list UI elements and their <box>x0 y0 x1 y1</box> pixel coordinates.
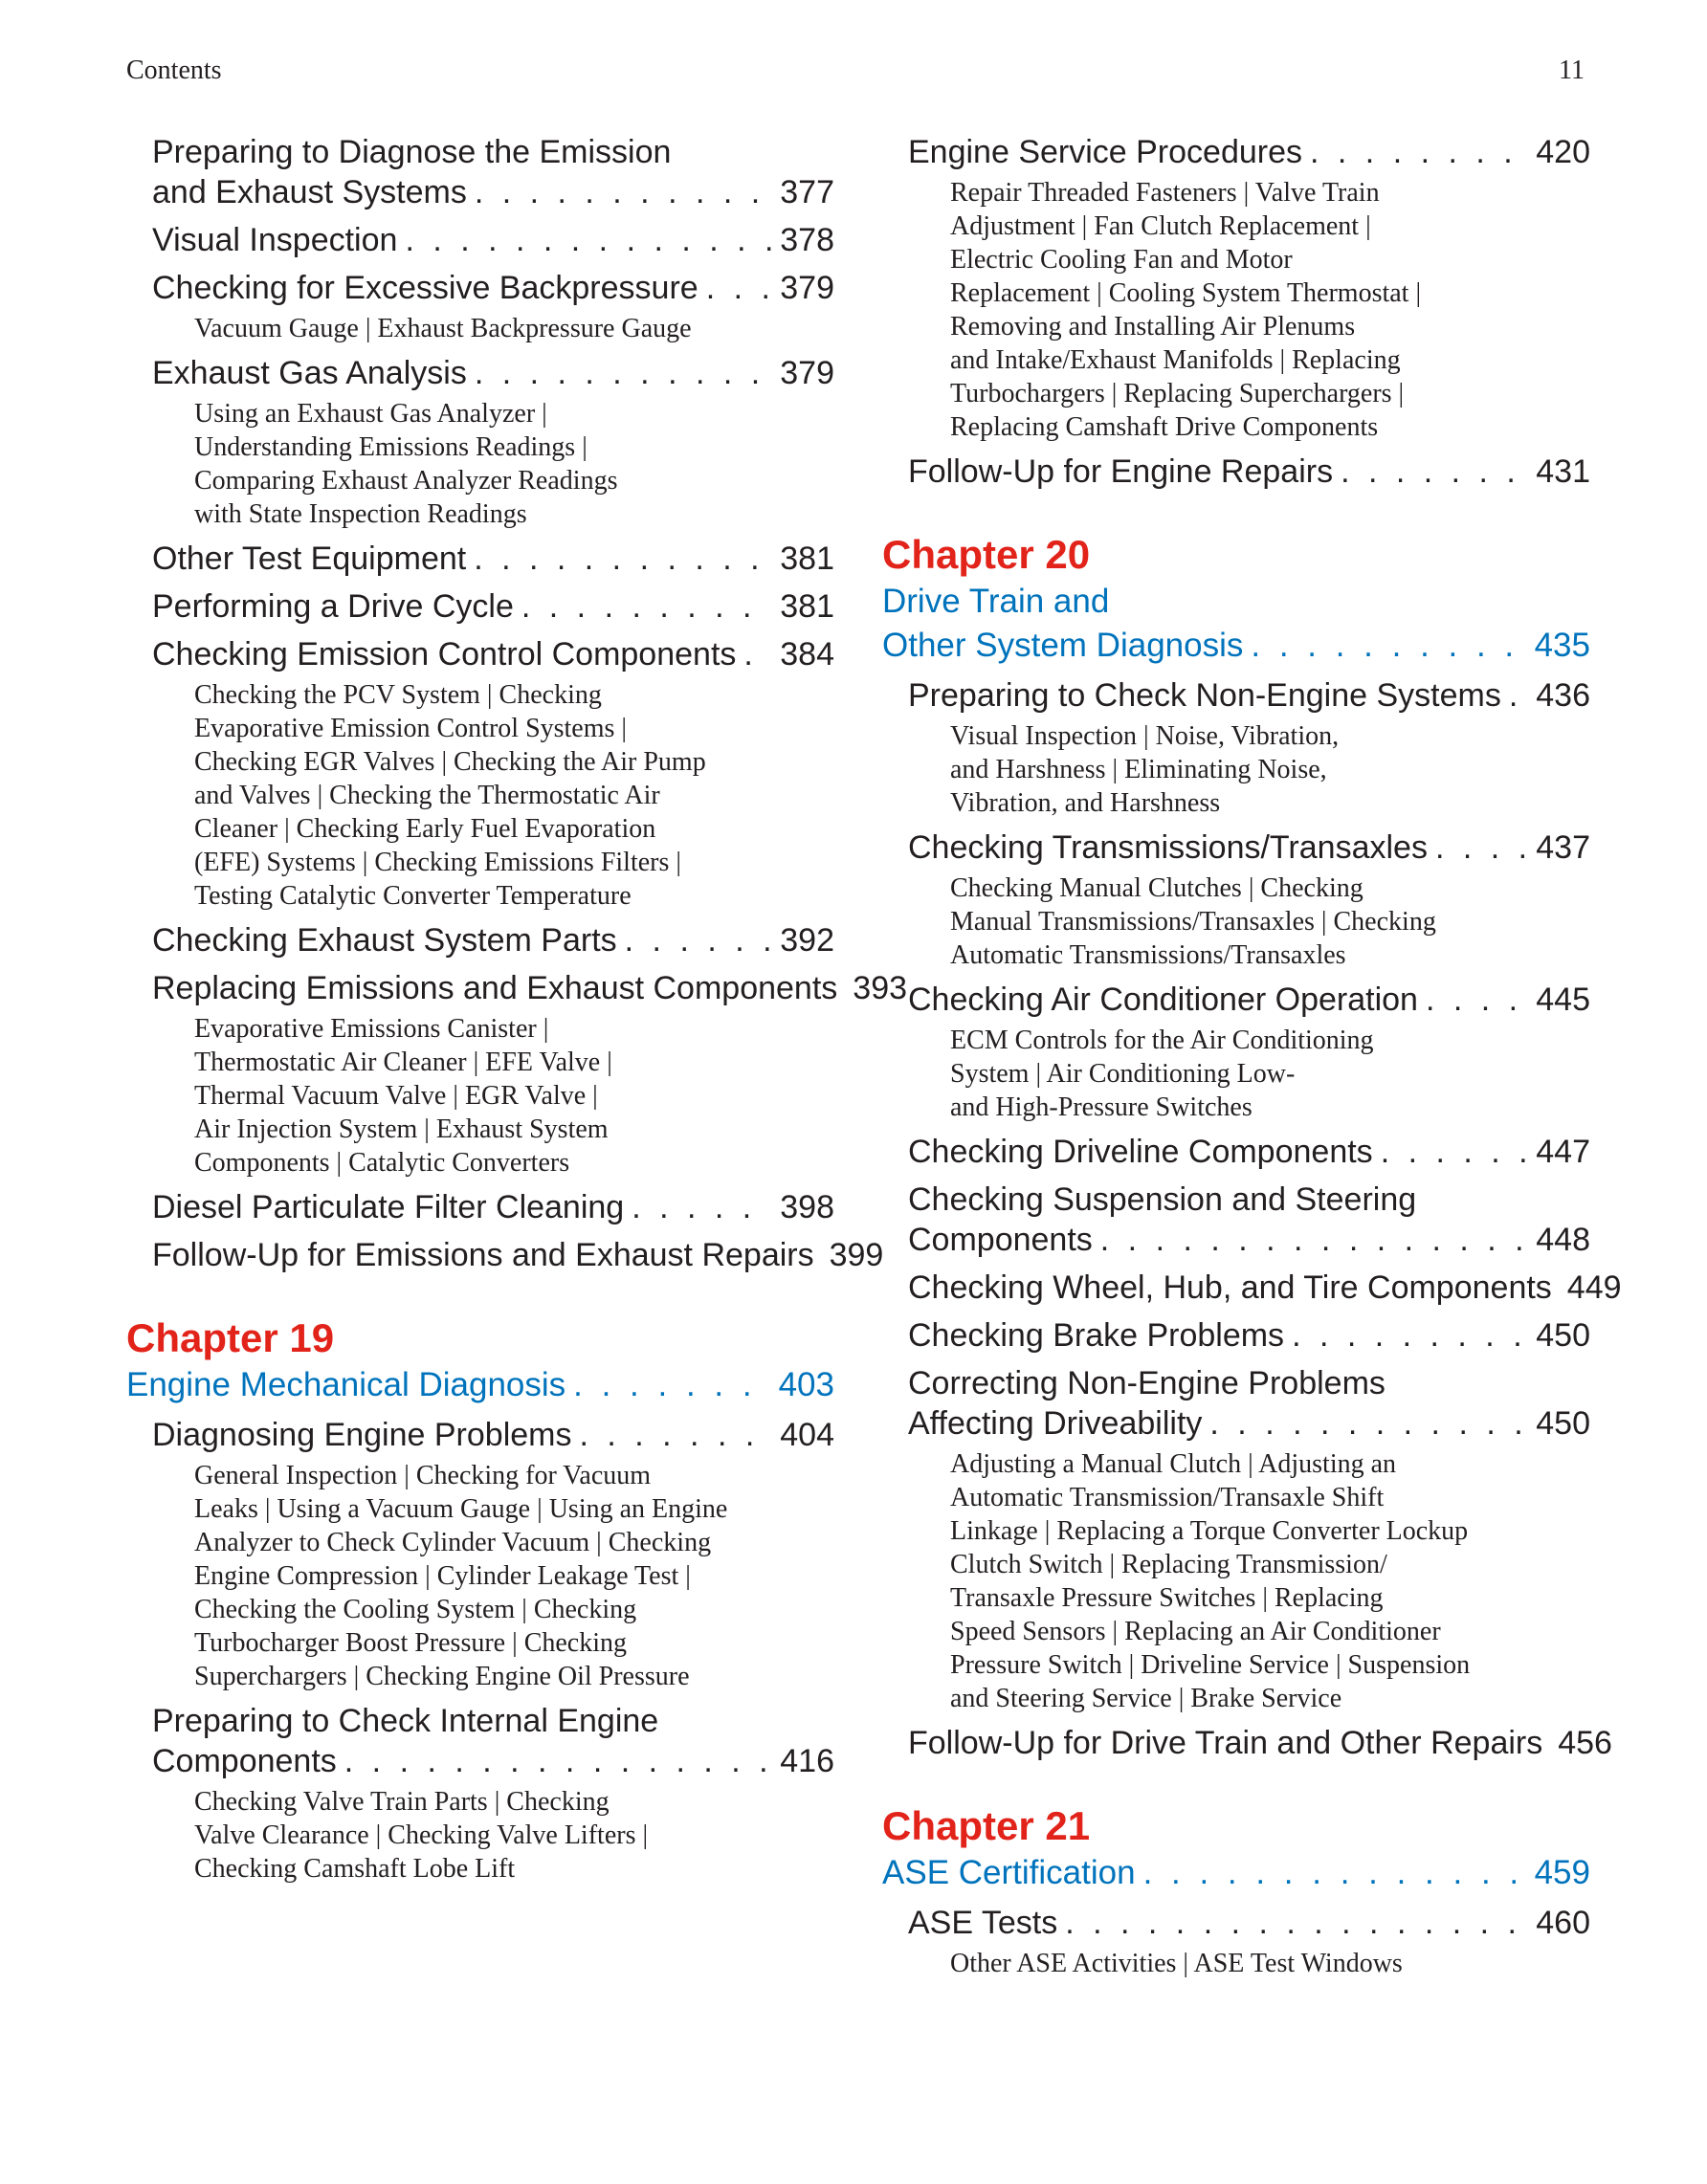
toc-subtopic-line: Comparing Exhaust Analyzer Readings <box>194 466 618 496</box>
toc-page-number: 378 <box>780 222 834 258</box>
toc-entry-title: Follow-Up for Emissions and Exhaust Repairs <box>152 1237 814 1273</box>
toc-entry[interactable] <box>908 675 1590 716</box>
toc-subtopics <box>950 719 1590 820</box>
toc-entry-leader-line <box>908 980 1590 1020</box>
dot-leader <box>475 172 772 212</box>
toc-page-number: 449 <box>1566 1269 1622 1306</box>
toc-subtopic-line: and Steering Service | Brake Service <box>950 1684 1342 1713</box>
chapter-title-text: Other System Diagnosis <box>882 627 1244 664</box>
dot-leader <box>706 268 773 308</box>
toc-entry[interactable] <box>152 968 908 1008</box>
toc-subtopic-line: General Inspection | Checking for Vacuum <box>194 1461 652 1490</box>
toc-subtopic-line: Checking Valve Train Parts | Checking <box>194 1787 610 1817</box>
toc-entry-leader-line <box>152 353 834 393</box>
dot-leader <box>475 353 772 393</box>
toc-page-number: 392 <box>780 922 834 959</box>
toc-entry-title: Checking Air Conditioner Operation <box>908 982 1418 1018</box>
chapter-page-number: 459 <box>1534 1854 1590 1891</box>
dot-leader <box>1143 1851 1527 1895</box>
toc-entry[interactable] <box>152 132 834 212</box>
toc-subtopics <box>194 1012 834 1180</box>
toc-entry-title: Visual Inspection <box>152 222 398 258</box>
toc-entry-title: Checking Driveline Components <box>908 1134 1373 1170</box>
chapter-title-text: ASE Certification <box>882 1854 1136 1891</box>
toc-entry[interactable] <box>152 539 834 579</box>
chapter-page-number: 435 <box>1534 627 1590 664</box>
toc-left-column <box>126 132 908 1889</box>
toc-page-number: 436 <box>1536 677 1590 714</box>
toc-page-number: 379 <box>780 270 834 306</box>
toc-entry-leader-line <box>908 1403 1590 1444</box>
toc-subtopic-line: Checking EGR Valves | Checking the Air Pump <box>194 747 706 777</box>
chapter-number: Chapter 19 <box>126 1315 335 1360</box>
toc-entry[interactable] <box>908 980 1590 1020</box>
toc-entry-leader-line <box>152 539 834 579</box>
toc-entry-title: Checking Wheel, Hub, and Tire Components <box>908 1269 1552 1306</box>
toc-entry-leader-line <box>152 968 908 1008</box>
toc-entry[interactable] <box>908 1132 1590 1172</box>
toc-entry[interactable] <box>908 827 1590 868</box>
toc-entry[interactable] <box>908 1723 1612 1763</box>
toc-entry-leader-line <box>908 1132 1590 1172</box>
toc-subtopic-line: Automatic Transmissions/Transaxles <box>950 940 1346 970</box>
toc-page-number: 393 <box>853 970 908 1006</box>
toc-entry-title: ASE Tests <box>908 1905 1058 1941</box>
toc-subtopic-line: Checking the PCV System | Checking <box>194 680 602 710</box>
chapter-title[interactable] <box>126 1363 834 1407</box>
toc-page-number: 447 <box>1536 1134 1590 1170</box>
toc-entry[interactable] <box>908 132 1590 172</box>
dot-leader <box>521 586 772 627</box>
toc-subtopic-line: Transaxle Pressure Switches | Replacing <box>950 1583 1384 1613</box>
toc-entry-leader-line <box>908 132 1590 172</box>
toc-subtopic-line: Removing and Installing Air Plenums <box>950 312 1356 342</box>
dot-leader <box>573 1363 770 1407</box>
toc-subtopic-line: Testing Catalytic Converter Temperature <box>194 881 632 911</box>
toc-subtopic-line: System | Air Conditioning Low- <box>950 1059 1296 1089</box>
dot-leader <box>743 634 772 674</box>
toc-subtopic-line: ECM Controls for the Air Conditioning <box>950 1026 1374 1055</box>
toc-subtopic-line: Using an Exhaust Gas Analyzer | <box>194 399 547 429</box>
toc-page-number: 399 <box>829 1237 884 1273</box>
toc-subtopic-line: and Valves | Checking the Thermostatic Air <box>194 781 660 810</box>
toc-entry[interactable] <box>152 353 834 393</box>
dot-leader <box>344 1741 772 1781</box>
toc-entry-title: Checking Brake Problems <box>908 1317 1285 1354</box>
toc-entry[interactable] <box>152 634 834 674</box>
toc-entry[interactable] <box>152 220 834 260</box>
dot-leader <box>1292 1315 1528 1356</box>
toc-entry-leader-line <box>152 920 834 960</box>
toc-page-number: 381 <box>780 588 834 625</box>
toc-subtopic-line: (EFE) Systems | Checking Emissions Filters | <box>194 848 681 877</box>
toc-entry-leader-line <box>152 172 834 212</box>
dot-leader <box>1435 827 1528 868</box>
section-label: Contents <box>126 55 222 85</box>
toc-subtopic-line: Adjusting a Manual Clutch | Adjusting an <box>950 1449 1397 1479</box>
toc-subtopic-line: Checking Manual Clutches | Checking <box>950 873 1363 903</box>
toc-entry-leader-line <box>152 1415 834 1455</box>
toc-subtopic-line: Vibration, and Harshness <box>950 788 1221 818</box>
toc-subtopic-line: Components | Catalytic Converters <box>194 1148 570 1178</box>
toc-entry-leader-line <box>908 1315 1590 1356</box>
toc-subtopics <box>950 1947 1590 1980</box>
toc-page-number: 448 <box>1536 1222 1590 1258</box>
toc-subtopic-line: Turbocharger Boost Pressure | Checking <box>194 1628 628 1658</box>
chapter-title[interactable] <box>882 1851 1590 1895</box>
toc-subtopic-line: Superchargers | Checking Engine Oil Pressure <box>194 1662 690 1691</box>
toc-subtopics <box>194 1459 834 1693</box>
toc-entry-title: Exhaust Gas Analysis <box>152 355 467 391</box>
toc-entry-title: Checking Emission Control Components <box>152 636 737 673</box>
toc-subtopic-line: Replacing Camshaft Drive Components <box>950 412 1379 442</box>
toc-entry[interactable] <box>908 1180 1590 1260</box>
toc-subtopic-line: with State Inspection Readings <box>194 499 527 529</box>
toc-page-number: 398 <box>780 1189 834 1225</box>
chapter-title-leader-line <box>126 1363 834 1407</box>
toc-page-number: 460 <box>1536 1905 1590 1941</box>
toc-subtopic-line: Cleaner | Checking Early Fuel Evaporation <box>194 814 656 844</box>
toc-entry[interactable] <box>152 1235 884 1275</box>
toc-entry-title: Affecting Driveability <box>908 1405 1203 1442</box>
toc-page-number: 450 <box>1536 1405 1590 1442</box>
dot-leader <box>1341 452 1528 492</box>
toc-subtopic-line: Checking Camshaft Lobe Lift <box>194 1854 516 1884</box>
page-number: 11 <box>1559 55 1585 85</box>
toc-page-number: 377 <box>780 174 834 210</box>
toc-page-number: 450 <box>1536 1317 1590 1354</box>
toc-subtopic-line: Air Injection System | Exhaust System <box>194 1114 609 1144</box>
toc-entry-title: Performing a Drive Cycle <box>152 588 514 625</box>
toc-subtopic-line: Valve Clearance | Checking Valve Lifters | <box>194 1820 649 1850</box>
toc-entry-leader-line <box>152 586 834 627</box>
toc-entry-leader-line <box>908 1268 1622 1308</box>
toc-entry-title: Diesel Particulate Filter Cleaning <box>152 1189 625 1225</box>
toc-page-number: 416 <box>780 1743 834 1779</box>
toc-subtopic-line: Speed Sensors | Replacing an Air Conditioner <box>950 1617 1441 1646</box>
toc-entry-leader-line <box>152 1235 884 1275</box>
toc-entry-leader-line <box>152 634 834 674</box>
toc-subtopic-line: and Intake/Exhaust Manifolds | Replacing <box>950 345 1401 375</box>
toc-page-number: 456 <box>1558 1725 1612 1761</box>
toc-subtopics <box>950 1024 1590 1124</box>
chapter-title-leader-line <box>882 1851 1590 1895</box>
toc-entry[interactable] <box>152 1415 834 1455</box>
toc-entry[interactable] <box>152 1187 834 1227</box>
chapter-title-leader-line <box>882 624 1590 668</box>
toc-entry-leader-line <box>908 827 1590 868</box>
dot-leader <box>625 920 773 960</box>
toc-subtopic-line: Checking the Cooling System | Checking <box>194 1595 637 1624</box>
dot-leader <box>1100 1220 1528 1260</box>
toc-subtopic-line: Adjustment | Fan Clutch Replacement | <box>950 211 1371 241</box>
toc-page-number: 445 <box>1536 982 1590 1018</box>
toc-entry-leader-line <box>908 1723 1612 1763</box>
toc-subtopic-line: Evaporative Emission Control Systems | <box>194 714 628 743</box>
toc-entry[interactable] <box>908 1268 1622 1308</box>
chapter-title[interactable] <box>882 580 1590 668</box>
dot-leader <box>579 1415 772 1455</box>
toc-page-number: 379 <box>780 355 834 391</box>
toc-entry-leader-line <box>908 1903 1590 1943</box>
toc-subtopic-line: Vacuum Gauge | Exhaust Backpressure Gauge <box>194 314 692 343</box>
toc-subtopic-line: Clutch Switch | Replacing Transmission/ <box>950 1550 1387 1579</box>
toc-subtopic-line: Visual Inspection | Noise, Vibration, <box>950 721 1340 751</box>
toc-entry[interactable] <box>908 1363 1590 1444</box>
toc-page-number: 384 <box>780 636 834 673</box>
dot-leader <box>1209 1403 1528 1444</box>
toc-subtopic-line: and Harshness | Eliminating Noise, <box>950 755 1327 784</box>
toc-page-number: 431 <box>1536 453 1590 490</box>
toc-entry-title: Checking for Excessive Backpressure <box>152 270 698 306</box>
chapter-number: Chapter 21 <box>882 1803 1091 1848</box>
toc-entry-title: Other Test Equipment <box>152 540 467 577</box>
toc-subtopic-line: Replacement | Cooling System Thermostat | <box>950 278 1422 308</box>
dot-leader <box>1310 132 1528 172</box>
toc-entry-title: Follow-Up for Drive Train and Other Repairs <box>908 1725 1543 1761</box>
toc-entry-title: Checking Transmissions/Transaxles <box>908 829 1428 866</box>
toc-subtopic-line: Repair Threaded Fasteners | Valve Train <box>950 178 1380 208</box>
toc-subtopics <box>194 678 834 913</box>
dot-leader <box>1426 980 1528 1020</box>
toc-entry-title: Diagnosing Engine Problems <box>152 1417 572 1453</box>
toc-subtopic-line: Engine Compression | Cylinder Leakage Test | <box>194 1561 691 1591</box>
toc-entry-leader-line <box>152 1187 834 1227</box>
chapter-title-line: Drive Train and <box>882 583 1110 620</box>
toc-entry-leader-line <box>908 452 1590 492</box>
toc-subtopic-line: Analyzer to Check Cylinder Vacuum | Checking <box>194 1528 712 1557</box>
toc-entry-title: Replacing Emissions and Exhaust Components <box>152 970 838 1006</box>
toc-entry-title-line: Correcting Non-Engine Problems <box>908 1365 1386 1401</box>
toc-subtopics <box>194 1785 834 1886</box>
dot-leader <box>1381 1132 1529 1172</box>
toc-subtopics <box>950 1447 1590 1715</box>
toc-subtopic-line: Leaks | Using a Vacuum Gauge | Using an Engine <box>194 1494 728 1524</box>
toc-entry[interactable] <box>152 1701 834 1781</box>
toc-subtopic-line: and High-Pressure Switches <box>950 1092 1253 1122</box>
toc-entry-title: Engine Service Procedures <box>908 134 1303 170</box>
toc-entry-title: Components <box>908 1222 1093 1258</box>
toc-entry-title: Components <box>152 1743 337 1779</box>
toc-subtopics <box>950 176 1590 444</box>
toc-entry-title: Follow-Up for Engine Repairs <box>908 453 1334 490</box>
toc-entry-title-line: Preparing to Check Internal Engine <box>152 1703 659 1739</box>
toc-entry-leader-line <box>152 268 834 308</box>
toc-subtopic-line: Thermal Vacuum Valve | EGR Valve | <box>194 1081 598 1111</box>
running-head <box>126 55 1585 94</box>
chapter-title-text: Engine Mechanical Diagnosis <box>126 1366 566 1403</box>
toc-entry-leader-line <box>152 1741 834 1781</box>
toc-subtopics <box>194 312 834 345</box>
toc-subtopic-line: Thermostatic Air Cleaner | EFE Valve | <box>194 1048 612 1077</box>
dot-leader <box>1509 675 1528 716</box>
toc-entry-title: Preparing to Check Non-Engine Systems <box>908 677 1501 714</box>
dot-leader <box>1065 1903 1528 1943</box>
toc-subtopic-line: Electric Cooling Fan and Motor <box>950 245 1293 275</box>
toc-subtopics <box>950 871 1590 972</box>
toc-entry-title-line: Checking Suspension and Steering <box>908 1181 1417 1218</box>
toc-subtopics <box>194 397 834 531</box>
toc-entry[interactable] <box>152 268 834 308</box>
toc-entry[interactable] <box>908 1903 1590 1943</box>
dot-leader <box>632 1187 772 1227</box>
toc-right-column <box>882 132 1622 1984</box>
chapter-number: Chapter 20 <box>882 532 1091 577</box>
toc-page-number: 404 <box>780 1417 834 1453</box>
toc-subtopic-line: Manual Transmissions/Transaxles | Checking <box>950 907 1436 937</box>
toc-entry[interactable] <box>152 920 834 960</box>
toc-entry-leader-line <box>152 220 834 260</box>
toc-entry[interactable] <box>908 1315 1590 1356</box>
toc-page-number: 381 <box>780 540 834 577</box>
toc-subtopic-line: Evaporative Emissions Canister | <box>194 1014 549 1044</box>
chapter-page-number: 403 <box>778 1366 834 1403</box>
toc-subtopic-line: Linkage | Replacing a Torque Converter Lockup <box>950 1516 1469 1546</box>
toc-entry-leader-line <box>908 675 1590 716</box>
dot-leader <box>1251 624 1526 668</box>
toc-subtopic-line: Understanding Emissions Readings | <box>194 432 587 462</box>
toc-subtopic-line: Pressure Switch | Driveline Service | Suspension <box>950 1650 1471 1680</box>
toc-subtopic-line: Automatic Transmission/Transaxle Shift <box>950 1483 1385 1512</box>
toc-entry[interactable] <box>152 586 834 627</box>
toc-page-number: 437 <box>1536 829 1590 866</box>
toc-page-number: 420 <box>1536 134 1590 170</box>
toc-entry-title: Checking Exhaust System Parts <box>152 922 617 959</box>
dot-leader <box>405 220 772 260</box>
toc-subtopic-line: Other ASE Activities | ASE Test Windows <box>950 1949 1403 1978</box>
toc-entry[interactable] <box>908 452 1590 492</box>
dot-leader <box>474 539 772 579</box>
toc-entry-leader-line <box>908 1220 1590 1260</box>
toc-entry-title: and Exhaust Systems <box>152 174 467 210</box>
toc-subtopic-line: Turbochargers | Replacing Superchargers | <box>950 379 1405 408</box>
toc-entry-title-line: Preparing to Diagnose the Emission <box>152 134 672 170</box>
